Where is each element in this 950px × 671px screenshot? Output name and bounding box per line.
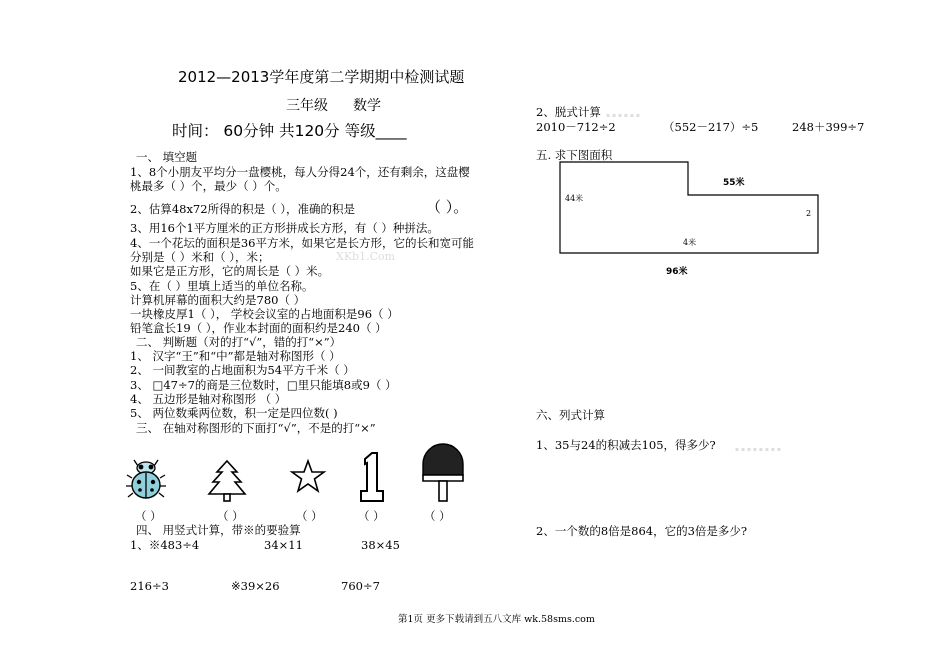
symmetry-answer-blank: （ ） [424, 509, 451, 523]
calc-item: 216÷3 [130, 579, 169, 593]
faint-mark: ▪ ▪ ▪ ▪ ▪ ▪ [606, 112, 640, 119]
judge-item: 4、 五边形是轴对称图形 （ ） [130, 392, 287, 406]
section4-heading: 四、 用竖式计算，带※的要验算 [136, 523, 301, 537]
q1-line2: 桃最多（ ）个，最少（ ）个。 [130, 179, 287, 193]
faint-mark: ▪ ▪ ▪ ▪ ▪ ▪ ▪ ▪ [735, 446, 781, 453]
symmetry-answer-blank: （ ） [358, 509, 385, 523]
expr-item: （552－217）÷5 [663, 120, 759, 134]
figure-label-55: 55米 [723, 178, 745, 188]
calc-item: 760÷7 [341, 579, 380, 593]
section5-heading: 五. 求下图面积 [536, 148, 613, 162]
grade-label: 三年级 [286, 98, 328, 114]
number-one-icon [357, 451, 387, 503]
q5-line1: 5、在（ ）里填上适当的单位名称。 [130, 279, 314, 293]
section6-heading: 六、列式计算 [536, 408, 605, 422]
q1-line1: 1、8个小朋友平均分一盘樱桃，每人分得24个，还有剩余，这盘樱 [130, 165, 470, 179]
judge-item: 2、 一间教室的占地面积为54平方千米（ ） [130, 363, 355, 377]
figure-label-4: 4米 [683, 238, 697, 247]
watermark: XKb1.Com [336, 250, 396, 263]
figure-label-44: 44米 [565, 194, 584, 203]
ping-pong-paddle-icon [420, 441, 466, 503]
pine-tree-icon [208, 460, 246, 502]
judge-item: 3、 □47÷7的商是三位数时，□里只能填8或9（ ） [130, 378, 397, 392]
section2-heading: 二、 判断题（对的打“√”，错的打“×”） [136, 335, 342, 349]
star-icon [291, 460, 325, 492]
word-problem-1: 1、35与24的积减去105，得多少? [536, 438, 716, 452]
symmetry-answer-blank: （ ） [217, 509, 244, 523]
beetle-icon [126, 458, 166, 500]
q4-line2: 分别是（ ）米和（ ），米； [130, 250, 270, 264]
symmetry-answer-blank: （ ） [296, 509, 323, 523]
time-line: 时间： 60分钟 共120分 等级____ [172, 122, 407, 140]
q2-blank: （ ）。 [426, 198, 469, 216]
section2-right-heading: 2、脱式计算 [536, 105, 601, 119]
q5-line2: 计算机屏幕的面积大约是780（ ） [130, 293, 306, 307]
q5-line3: 一块橡皮厚1（ ）， 学校会议室的占地面积是96（ ） [130, 307, 399, 321]
figure-label-2: 2 [806, 209, 812, 218]
expr-item: 2010－712÷2 [536, 120, 616, 134]
q5-line4: 铅笔盒长19（ ），作业本封面的面积约是240（ ） [130, 321, 387, 335]
exam-title: 2012—2013学年度第二学期期中检测试题 [178, 68, 465, 86]
section1-heading: 一、 填空题 [136, 150, 198, 164]
q2-text: 2、估算48x72所得的积是（ ），准确的积是 [130, 202, 355, 216]
judge-item: 5、 两位数乘两位数，积一定是四位数( ) [130, 406, 338, 420]
q3-text: 3、用16个1平方厘米的正方形拼成长方形，有（ ）种拼法。 [130, 221, 439, 235]
word-problem-2: 2、一个数的8倍是864，它的3倍是多少? [536, 524, 748, 538]
symmetry-answer-blank: （ ） [135, 509, 162, 523]
calc-item: 1、※483÷4 [130, 538, 200, 552]
calc-item: 38×45 [361, 538, 400, 552]
section3-heading: 三、 在轴对称图形的下面打“√”，不是的打“×” [136, 421, 376, 435]
calc-item: 34×11 [264, 538, 303, 552]
calc-item: ※39×26 [231, 579, 280, 593]
figure-label-96: 96米 [666, 267, 688, 277]
page-footer: 第1页 更多下载请到五八文库 wk.58sms.com [398, 614, 595, 625]
subject-label: 数学 [353, 98, 381, 114]
q4-line1: 4、一个花坛的面积是36平方米，如果它是长方形，它的长和宽可能 [130, 236, 474, 250]
q4-line3: 如果它是正方形，它的周长是（ ）米。 [130, 264, 330, 278]
judge-item: 1、 汉字“王”和“中”都是轴对称图形（ ） [130, 349, 341, 363]
expr-item: 248＋399÷7 [792, 120, 865, 134]
